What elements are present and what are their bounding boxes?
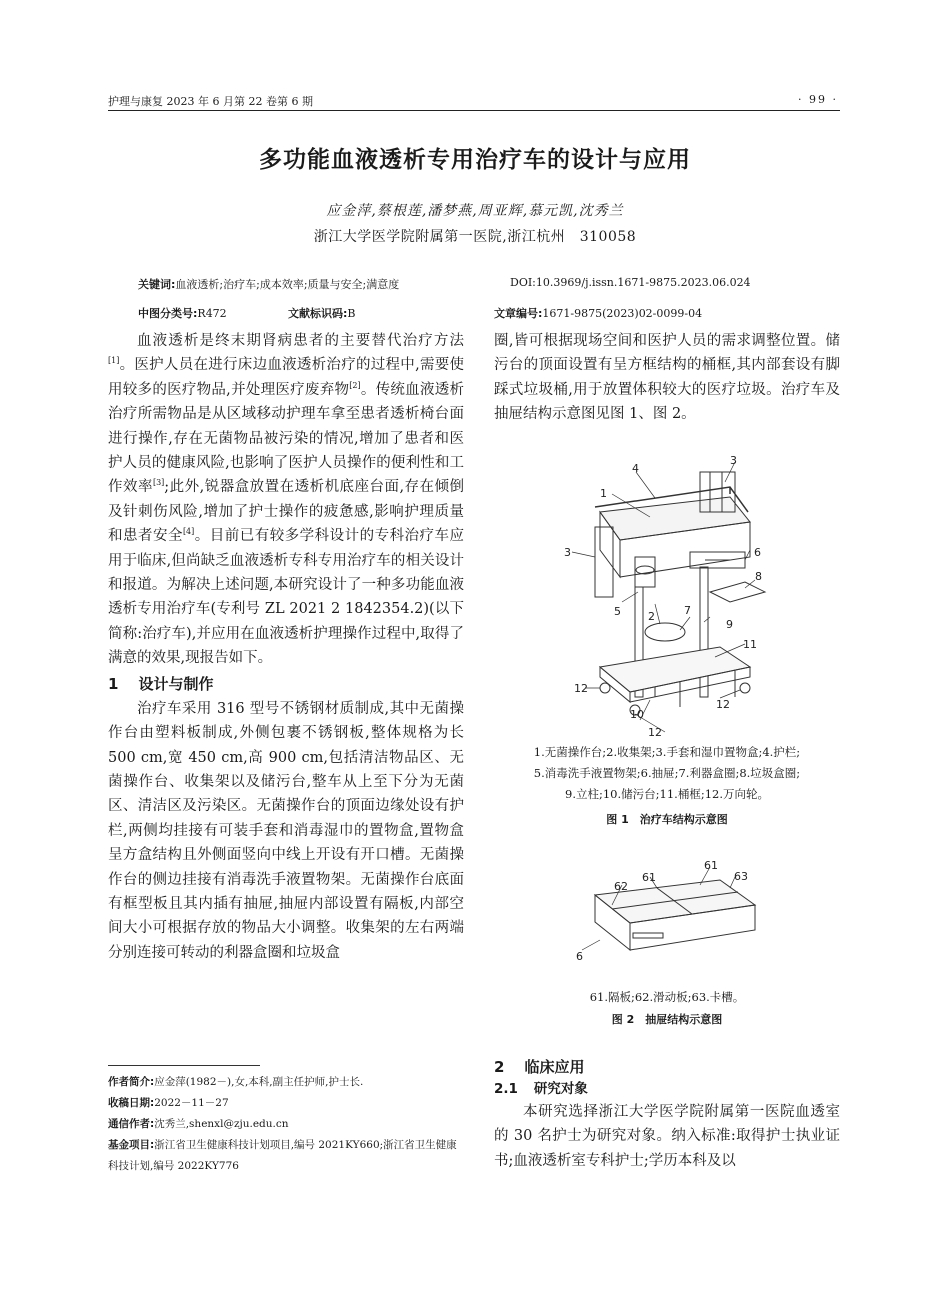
citation-2[interactable]: [2]	[349, 380, 361, 390]
footnote-divider	[108, 1065, 260, 1066]
fig1-label-7: 7	[684, 604, 691, 617]
drawer-handle	[633, 933, 663, 938]
section-2-1-heading: 2.1 研究对象	[494, 1081, 588, 1097]
clc-number	[138, 305, 227, 321]
fig1-label-3b: 3	[730, 454, 737, 467]
citation-4[interactable]: [4]	[182, 527, 195, 537]
fig1-label-2: 2	[648, 610, 655, 623]
affiliation: 浙江大学医学院附属第一医院,浙江杭州 310058	[313, 229, 637, 245]
section-2-heading: 2 临床应用	[494, 1058, 585, 1076]
keywords: 血液透析;治疗车;成本效率;质量与安全;满意度	[175, 278, 400, 291]
citation-3[interactable]: [3]	[152, 478, 165, 488]
article-no-label: 文章编号:	[494, 307, 543, 320]
glove-box-left	[595, 527, 613, 597]
fig1-label-5: 5	[614, 605, 621, 618]
keywords-line	[138, 276, 399, 292]
footnote-received: 收稿日期:2022－11－27	[108, 1097, 229, 1109]
continuation-paragraph: 圈,皆可根据现场空间和医护人员的需求调整位置。储污台的顶面设置有呈方框结构的桶框,其内部套设有脚踩式垃圾桶,用于放置体积较大的医疗垃圾。治疗车及抽屉结构示意图见图 1、图 2。	[494, 333, 840, 423]
article-title: 多功能血液透析专用治疗车的设计与应用	[259, 147, 691, 173]
article-no-value: 1671-9875(2023)02-0099-04	[542, 307, 703, 320]
fig1-label-8: 8	[755, 570, 762, 583]
article-number	[494, 305, 702, 321]
author-list: 应金萍,蔡根莲,潘梦燕,周亚辉,慕元凯,沈秀兰	[326, 203, 624, 219]
fig1-label-12c: 12	[648, 726, 662, 739]
clc-value: R472	[197, 307, 227, 320]
right-column-bottom	[494, 1056, 840, 1173]
figure-1-title: 图 1 治疗车结构示意图	[606, 813, 728, 826]
clc-label: 中图分类号:	[138, 307, 198, 320]
trash-ring	[710, 582, 765, 602]
fig1-label-11: 11	[743, 638, 757, 651]
intro-paragraph: 血液透析是终末期肾病患者的主要替代治疗方法[1]。医护人员在进行床边血液透析治疗的过程中,需要使用较多的医疗物品,并处理医疗废弃物[2]。传统血液透析治疗所需物品是从区域移动护理车拿至患者透析椅台面进行操作,存在无菌物品被污染的情况,增加了患者和医护人员的健康风险,也影响了医护人员操作的便利性和工作效率[3];此外,锐器盒放置在透析机底座台面,存在倾倒及针刺伤风险,增加了护士操作的疲惫感,影响护理质量和患者安全[4]。目前已有较多学科设计的专科治疗车应用于临床,但尚缺乏血液透析专科专用治疗车的相关设计和报道。为解决上述问题,本研究设计了一种多功能血液透析专用治疗车(专利号 ZL 2021 2 1842354.2)(以下简称:治疗车),并应用在血液透析护理操作过程中,取得了满意的效果,现报告如下。	[108, 333, 465, 667]
fig1-label-4: 4	[632, 462, 639, 475]
doc-code-value: B	[347, 307, 356, 320]
section-1-heading: 1 设计与制作	[108, 674, 214, 693]
figure-2-drawer-structure	[570, 855, 770, 965]
fig2-label-63: 63	[734, 870, 748, 883]
fig1-label-6: 6	[754, 546, 761, 559]
footnotes	[108, 1072, 464, 1177]
fig2-label-6: 6	[576, 950, 583, 963]
fig1-label-3a: 3	[564, 546, 571, 559]
fig1-label-12b: 12	[716, 698, 730, 711]
figure-2-caption: 61.隔板;62.滑动板;63.卡槽。	[589, 990, 745, 1004]
fig1-label-12a: 12	[574, 682, 588, 695]
fig1-label-10: 10	[630, 708, 644, 721]
fig1-label-9: 9	[726, 618, 733, 631]
study-paragraph: 本研究选择浙江大学医学院附属第一医院血透室的 30 名护士为研究对象。纳入标准:取得护士执业证书;血液透析室专科护士;学历本科及以	[494, 1104, 840, 1169]
running-header	[108, 93, 840, 111]
right-column-top	[494, 329, 840, 427]
wheel	[600, 683, 610, 693]
footnote-author: 作者简介:应金萍(1982－),女,本科,副主任护师,护士长.	[108, 1076, 364, 1088]
fig2-label-61b: 61	[704, 859, 718, 872]
design-paragraph: 治疗车采用 316 型号不锈钢材质制成,其中无菌操作台由塑料板制成,外侧包裹不锈钢板,整体规格为长 500 cm,宽 450 cm,高 900 cm,包括清洁物品区、无菌操作台、收集架以及储污台,整车从上至下分为无菌区、清洁区及污染区。无菌操作台的顶面边缘处设有护栏,两侧均挂接有可装手套和消毒湿巾的置物盒,置物盒呈方盒结构且外侧面竖向中线上开设有开口槽。无菌操作台的侧边挂接有消毒洗手液置物架。无菌操作台底面有框型板且其内插有抽屉,抽屉内部设置有隔板,内部空间大小可根据存放的物品大小调整。收集架的左右两端分别连接可转动的利器盒圈和垃圾盒	[108, 700, 464, 961]
citation-1[interactable]: [1]	[108, 356, 120, 366]
doi[interactable]: DOI:10.3969/j.issn.1671-9875.2023.06.024	[510, 276, 751, 289]
footnote-fund: 基金项目:浙江省卫生健康科技计划项目,编号 2021KY660;浙江省卫生健康科技计划,编号 2022KY776	[108, 1139, 457, 1172]
keywords-label: 关键词:	[138, 278, 176, 291]
wheel	[740, 683, 750, 693]
document-code	[288, 305, 356, 321]
fig1-label-1: 1	[600, 487, 607, 500]
fig2-label-61a: 61	[642, 871, 656, 884]
footnote-corresponding: 通信作者:沈秀兰,shenxl@zju.edu.cn	[108, 1118, 289, 1130]
fig2-label-62: 62	[614, 880, 628, 893]
figure-2-title: 图 2 抽屉结构示意图	[611, 1013, 723, 1026]
journal-name: 护理与康复 2023 年 6 月第 22 卷第 6 期	[108, 95, 313, 108]
left-column	[108, 329, 464, 965]
figure-1-treatment-cart	[540, 452, 810, 742]
figure-1-caption: 1.无菌操作台;2.收集架;3.手套和湿巾置物盒;4.护栏; 5.消毒洗手液置物架;6.抽屉;7.利器盒圈;8.垃圾盒圈; 9.立柱;10.储污台;11.桶框;12.万向轮。	[533, 745, 801, 801]
sharps-ring	[645, 623, 685, 641]
doc-code-label: 文献标识码:	[288, 307, 348, 320]
page-number: · 99 ·	[798, 93, 838, 106]
